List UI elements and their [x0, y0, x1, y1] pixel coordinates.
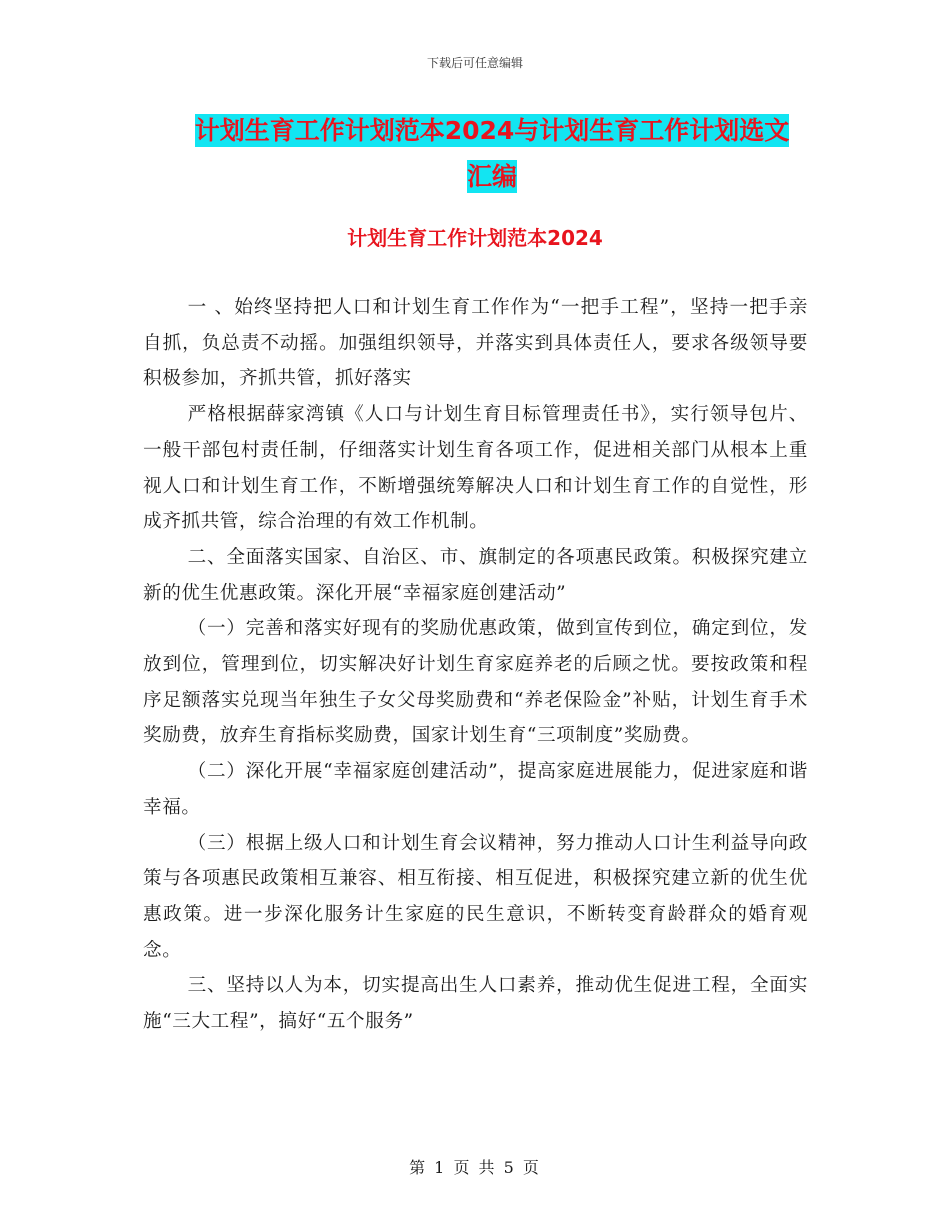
section-title: 计划生育工作计划范本2024 — [347, 226, 603, 250]
paragraph: （三）根据上级人口和计划生育会议精神，努力推动人口计生利益导向政策与各项惠民政策相互兼容、相互衔接、相互促进，积极探究建立新的优生优惠政策。进一步深化服务计生家庭的民生意识，不断转变育龄群众的婚育观念。 — [143, 832, 808, 961]
paragraph: 严格根据薛家湾镇《人口与计划生育目标管理责任书》，实行领导包片、一般干部包村责任制，仔细落实计划生育各项工作，促进相关部门从根本上重视人口和计划生育工作，不断增强统筹解决人口和计划生育工作的自觉性，形成齐抓共管，综合治理的有效工作机制。 — [143, 404, 808, 533]
paragraph: （一）完善和落实好现有的奖励优惠政策，做到宣传到位，确定到位，发放到位，管理到位，切实解决好计划生育家庭养老的后顾之忧。要按政策和程序足额落实兑现当年独生子女父母奖励费和“养老保险金”补贴，计划生育手术奖励费，放弃生育指标奖励费，国家计划生育“三项制度”奖励费。 — [143, 618, 808, 747]
paragraph: （二）深化开展“幸福家庭创建活动”，提高家庭进展能力，促进家庭和谐幸福。 — [143, 761, 808, 818]
document-title — [142, 108, 842, 200]
document-title-line-2: 汇编 — [466, 162, 517, 191]
paragraph: 二、全面落实国家、自治区、市、旗制定的各项惠民政策。积极探究建立新的优生优惠政策。深化开展“幸福家庭创建活动” — [143, 546, 808, 604]
paragraph: 一 、始终坚持把人口和计划生育工作作为“一把手工程”，坚持一把手亲自抓，负总责不动摇。加强组织领导，并落实到具体责任人，要求各级领导要积极参加，齐抓共管，抓好落实 — [143, 297, 808, 390]
page-number: 第 1 页 共 5 页 — [409, 1158, 541, 1177]
document-body — [143, 290, 808, 1040]
document-title-line-1: 计划生育工作计划范本2024与计划生育工作计划选文 — [194, 116, 790, 145]
page-header-note: 下载后可任意编辑 — [426, 56, 523, 70]
paragraph: 三、坚持以人为本，切实提高出生人口素养，推动优生促进工程，全面实施“三大工程”，搞好“五个服务” — [143, 975, 808, 1033]
